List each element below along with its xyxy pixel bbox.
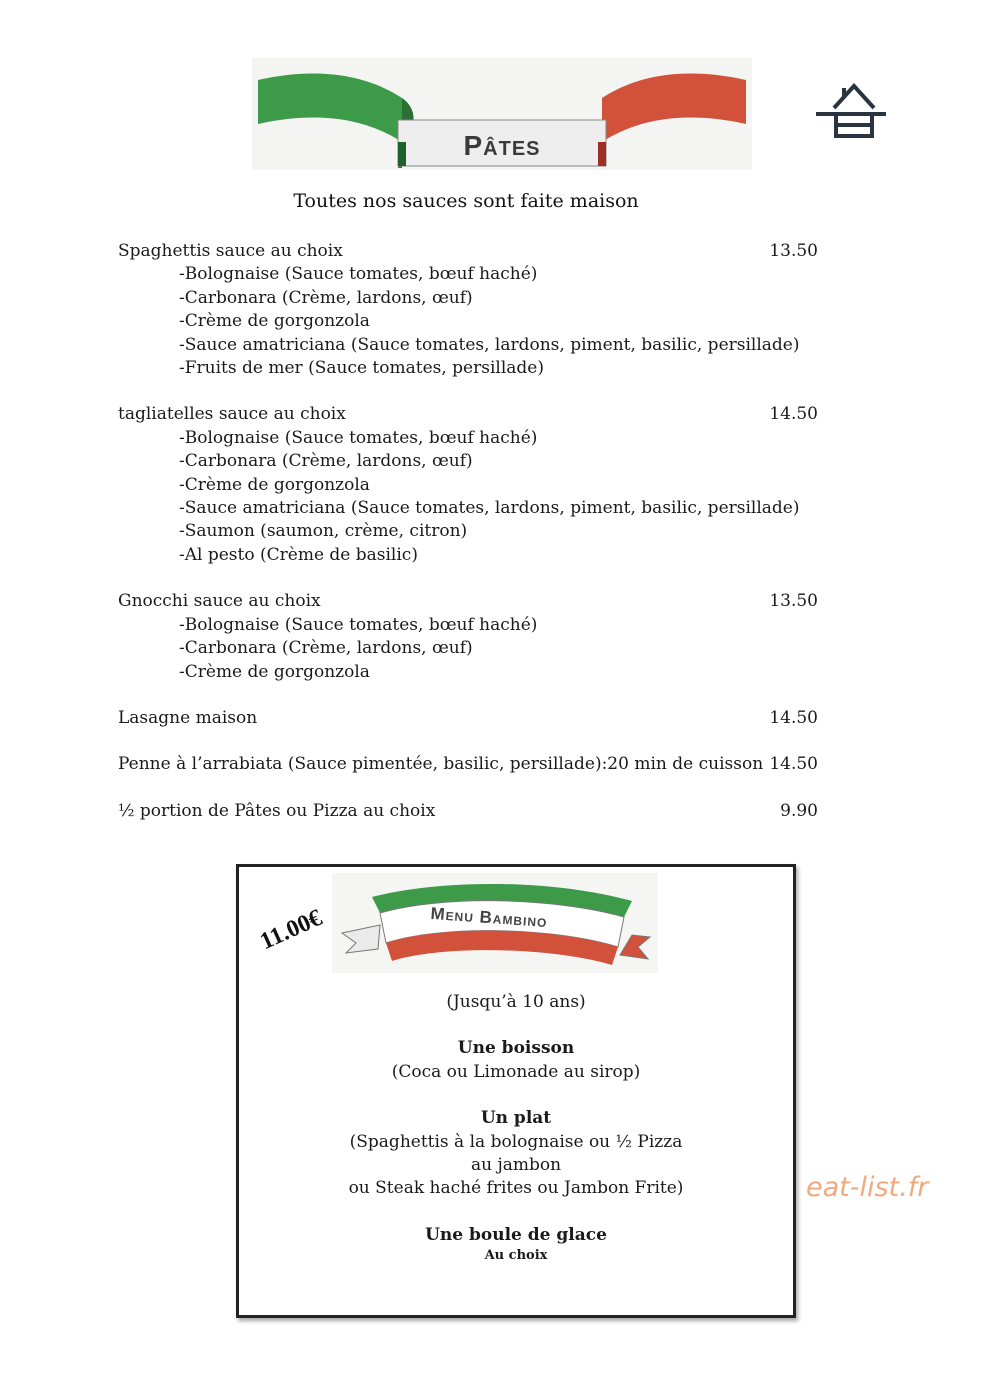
- sauce-option: -Saumon (saumon, crème, citron): [179, 521, 468, 542]
- bambino-details: [239, 991, 793, 1265]
- item-price: 14.50: [769, 754, 818, 775]
- item-name: tagliatelles sauce au choix: [118, 404, 346, 425]
- menu-item-tagliatelles: [118, 403, 818, 567]
- bambino-price: 11.00€: [256, 905, 326, 956]
- item-name: Penne à l’arrabiata (Sauce pimentée, basilic, persillade):20 min de cuisson: [118, 754, 764, 775]
- watermark: eat-list.fr: [806, 1172, 929, 1203]
- item-name: Lasagne maison: [118, 707, 258, 728]
- sauce-option: -Sauce amatriciana (Sauce tomates, lardons, piment, basilic, persillade): [179, 334, 800, 355]
- menu-item-lasagne: [118, 707, 818, 730]
- dish-heading: Un plat: [480, 1108, 552, 1129]
- menu-item-spaghetti: [118, 240, 818, 380]
- sauce-option: -Sauce amatriciana (Sauce tomates, lardons, piment, basilic, persillade): [179, 498, 800, 519]
- item-name: Gnocchi sauce au choix: [118, 591, 321, 612]
- sauce-option: -Fruits de mer (Sauce tomates, persillade): [179, 358, 544, 379]
- sauce-option: -Carbonara (Crème, lardons, œuf): [179, 451, 473, 472]
- dish-line: ou Steak haché frites ou Jambon Frite): [348, 1178, 684, 1199]
- sauce-option: -Bolognaise (Sauce tomates, bœuf haché): [179, 264, 538, 285]
- pasta-menu: [118, 240, 818, 846]
- menu-item-gnocchi: [118, 590, 818, 684]
- item-price: 13.50: [769, 591, 818, 612]
- page-subtitle: Toutes nos sauces sont faite maison: [293, 190, 639, 212]
- item-price: 13.50: [769, 241, 818, 261]
- dish-line: au jambon: [470, 1155, 562, 1176]
- item-name: Spaghettis sauce au choix: [118, 241, 343, 261]
- dessert-description: Au choix: [484, 1248, 548, 1264]
- banner-title: Pâtes: [463, 130, 541, 161]
- drink-description: (Coca ou Limonade au sirop): [391, 1061, 641, 1082]
- bambino-title: Menu Bambino: [429, 903, 549, 932]
- item-price: 14.50: [769, 404, 818, 425]
- sauce-option: -Carbonara (Crème, lardons, œuf): [179, 638, 473, 659]
- sauce-option: -Carbonara (Crème, lardons, œuf): [179, 287, 473, 308]
- sauce-option: -Crème de gorgonzola: [179, 661, 370, 682]
- sauce-option: -Bolognaise (Sauce tomates, bœuf haché): [179, 427, 538, 448]
- item-price: 9.90: [780, 800, 818, 821]
- sauce-option: -Crème de gorgonzola: [179, 474, 370, 495]
- sauce-option: -Bolognaise (Sauce tomates, bœuf haché): [179, 614, 538, 635]
- menu-item-penne: [118, 753, 818, 776]
- item-name: ½ portion de Pâtes ou Pizza au choix: [118, 800, 436, 821]
- drink-heading: Une boisson: [457, 1038, 575, 1059]
- house-logo-icon: [814, 80, 894, 142]
- age-limit: (Jusqu’à 10 ans): [446, 992, 586, 1012]
- menu-bambino-box: [236, 864, 796, 1318]
- item-price: 14.50: [769, 707, 818, 728]
- dish-line: (Spaghettis à la bolognaise ou ½ Pizza: [349, 1131, 683, 1152]
- menu-item-half-portion: [118, 800, 818, 823]
- sauce-option: -Al pesto (Crème de basilic): [179, 544, 418, 565]
- sauce-option: -Crème de gorgonzola: [179, 311, 370, 332]
- dessert-heading: Une boule de glace: [425, 1224, 607, 1245]
